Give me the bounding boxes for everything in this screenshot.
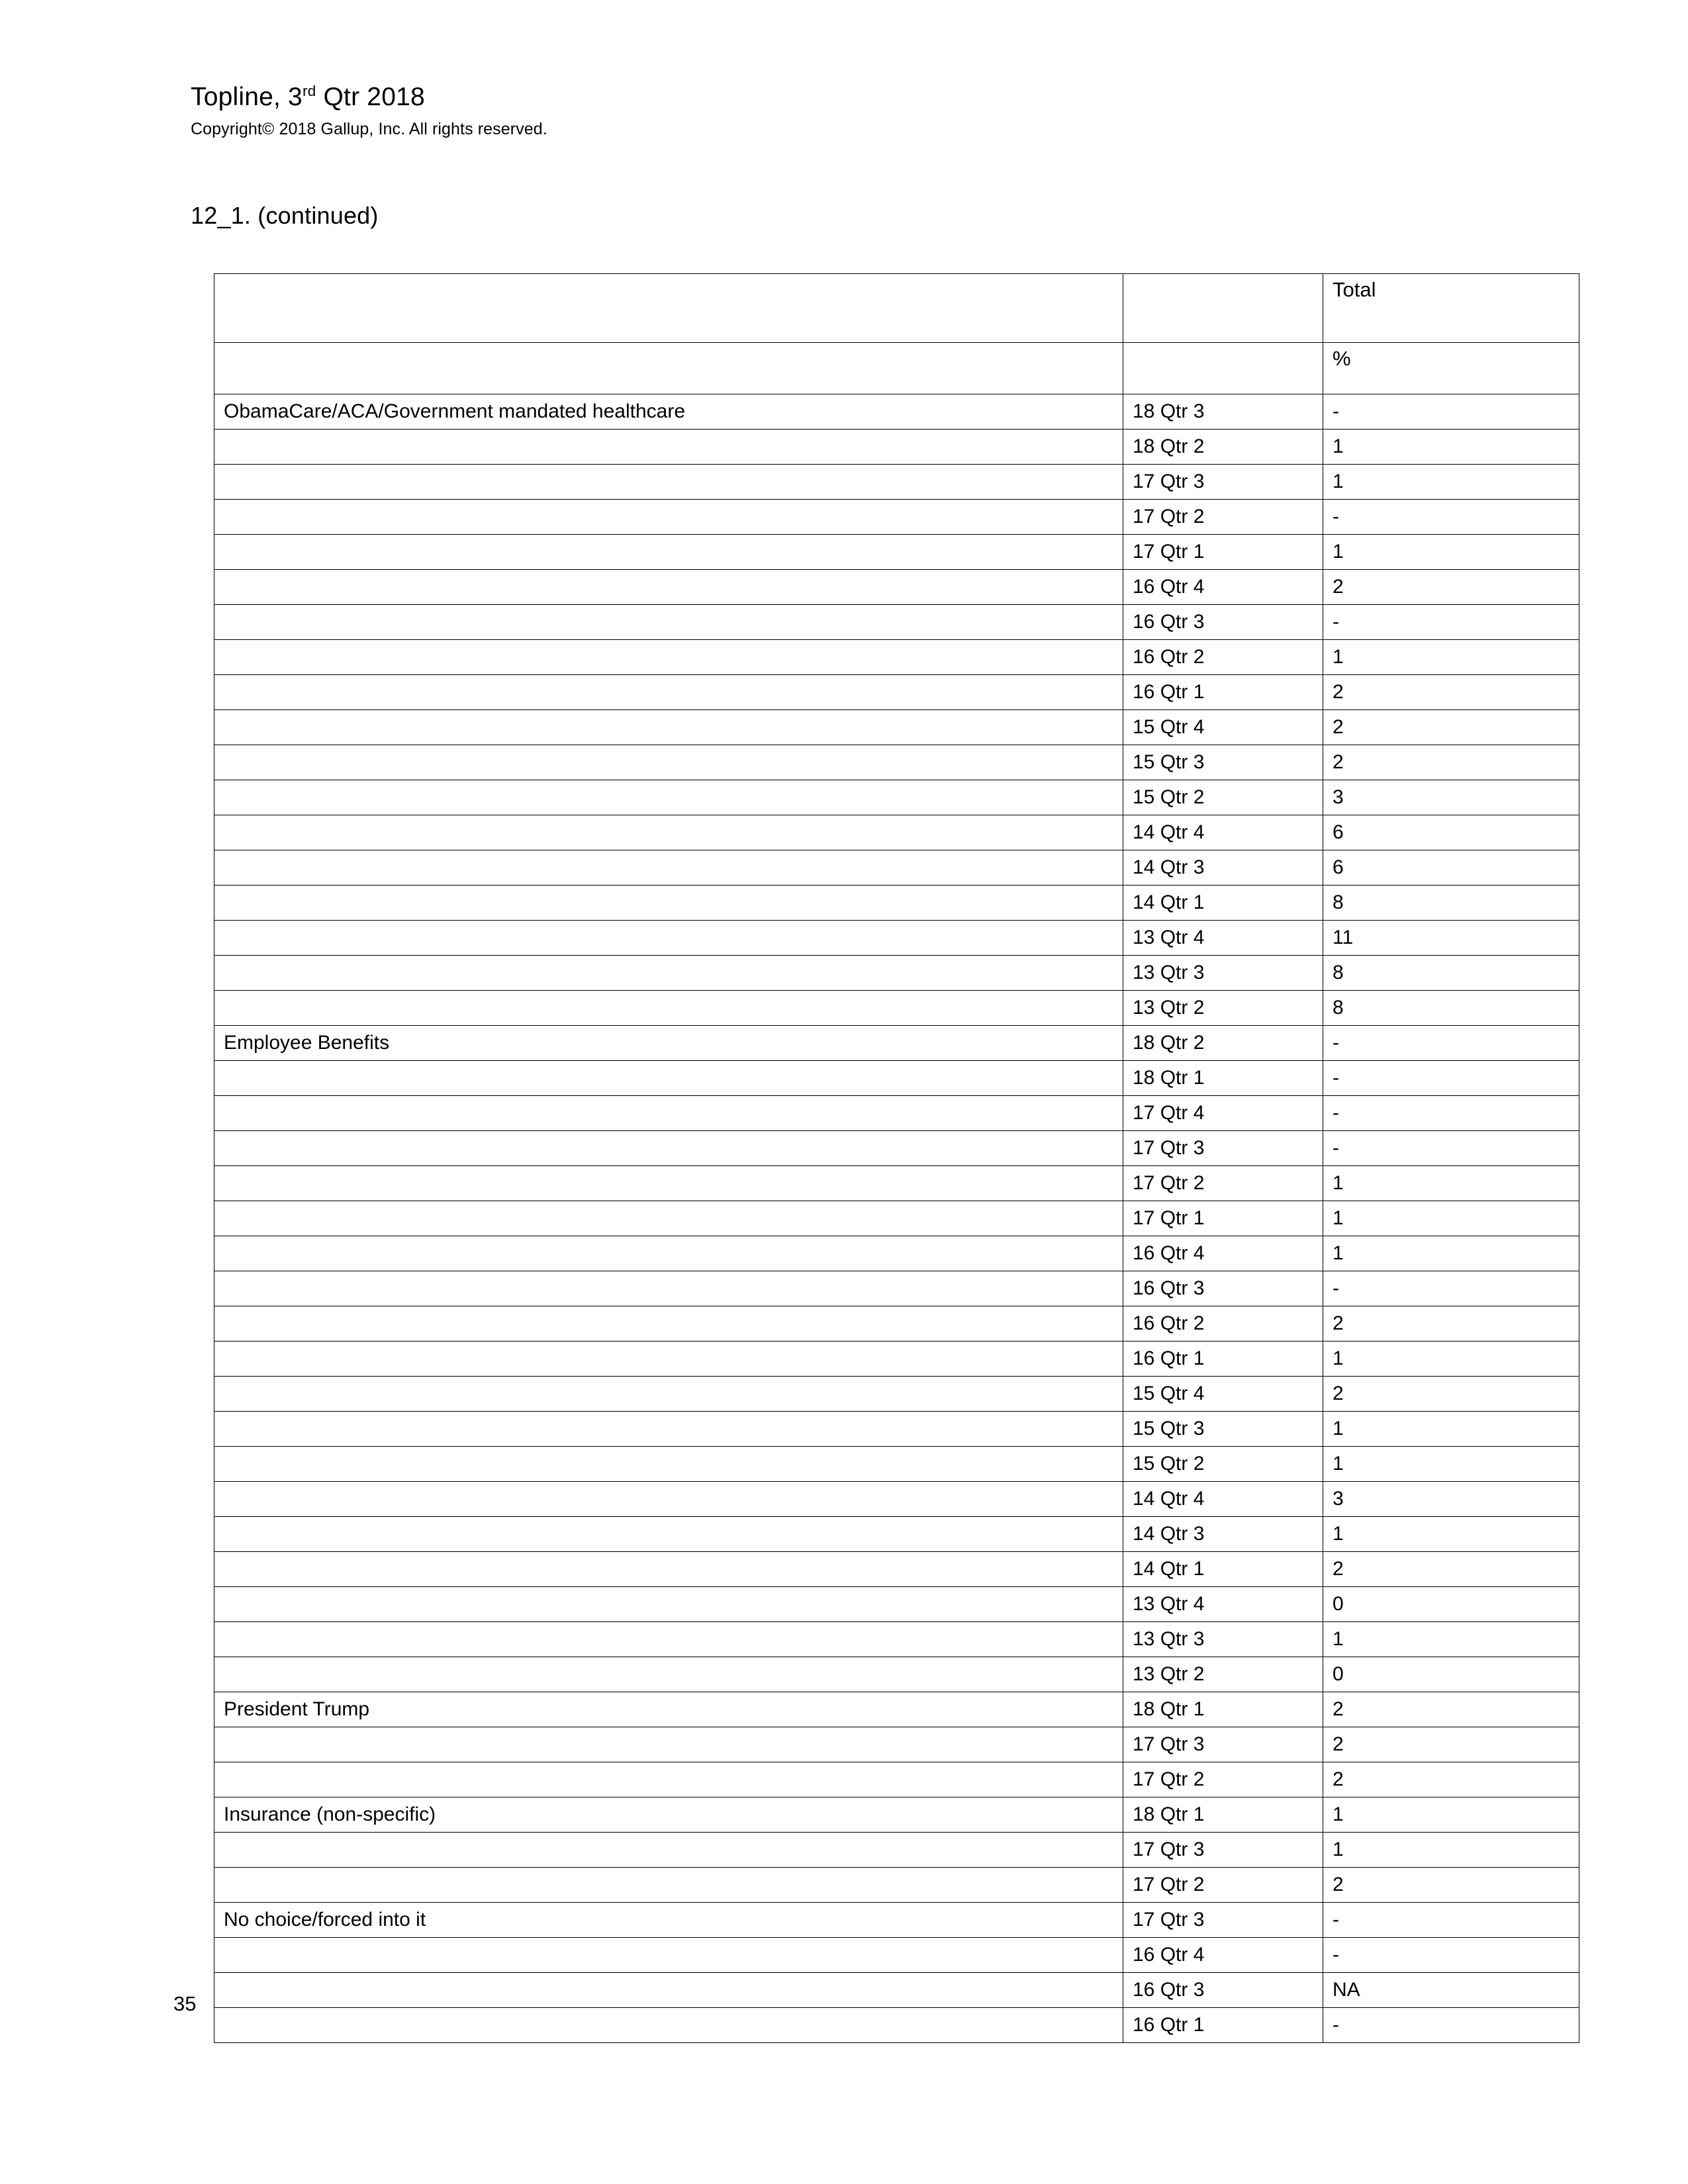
table-row: [214, 1412, 1579, 1447]
row-quarter-cell: 14 Qtr 4: [1123, 815, 1323, 850]
row-quarter-cell: 16 Qtr 4: [1123, 570, 1323, 605]
table-subheader-row: [214, 343, 1579, 394]
row-label-cell: [214, 815, 1123, 850]
row-label-cell: [214, 780, 1123, 815]
row-quarter-cell: 14 Qtr 3: [1123, 1517, 1323, 1552]
row-quarter-cell: 13 Qtr 4: [1123, 1587, 1323, 1622]
row-label-cell: [214, 1973, 1123, 2008]
row-quarter-cell: 16 Qtr 4: [1123, 1236, 1323, 1271]
row-label-cell: [214, 1482, 1123, 1517]
row-value-cell: -: [1323, 605, 1579, 640]
row-value-cell: 2: [1323, 1762, 1579, 1797]
row-value-cell: 0: [1323, 1657, 1579, 1692]
row-label-cell: [214, 1552, 1123, 1587]
table-row: [214, 500, 1579, 535]
row-quarter-cell: 15 Qtr 2: [1123, 1447, 1323, 1482]
row-value-cell: 1: [1323, 1797, 1579, 1833]
row-label-cell: Insurance (non-specific): [214, 1797, 1123, 1833]
row-label-cell: [214, 1412, 1123, 1447]
table-row: [214, 1236, 1579, 1271]
row-label-cell: [214, 1061, 1123, 1096]
table-row: [214, 1727, 1579, 1762]
row-quarter-cell: 15 Qtr 4: [1123, 1377, 1323, 1412]
row-value-cell: -: [1323, 1271, 1579, 1306]
row-label-cell: No choice/forced into it: [214, 1903, 1123, 1938]
table-row: [214, 1692, 1579, 1727]
row-value-cell: 1: [1323, 1342, 1579, 1377]
table-row: [214, 956, 1579, 991]
subheader-cell-blank-quarter: [1123, 343, 1323, 394]
row-quarter-cell: 14 Qtr 3: [1123, 850, 1323, 886]
row-label-cell: ObamaCare/ACA/Government mandated healthcare: [214, 394, 1123, 430]
table-row: [214, 394, 1579, 430]
table-row: [214, 605, 1579, 640]
row-label-cell: [214, 640, 1123, 675]
table-row: [214, 1201, 1579, 1236]
row-label-cell: Employee Benefits: [214, 1026, 1123, 1061]
subheader-cell-percent: %: [1323, 343, 1579, 394]
table-row: [214, 2008, 1579, 2043]
table-row: [214, 1342, 1579, 1377]
table-row: [214, 1306, 1579, 1342]
row-value-cell: 6: [1323, 815, 1579, 850]
row-quarter-cell: 15 Qtr 3: [1123, 1412, 1323, 1447]
row-label-cell: [214, 570, 1123, 605]
row-quarter-cell: 17 Qtr 1: [1123, 1201, 1323, 1236]
table-row: [214, 1797, 1579, 1833]
document-header: [191, 83, 547, 139]
row-quarter-cell: 14 Qtr 1: [1123, 1552, 1323, 1587]
row-quarter-cell: 17 Qtr 2: [1123, 1762, 1323, 1797]
row-label-cell: [214, 1201, 1123, 1236]
row-label-cell: [214, 1096, 1123, 1131]
row-label-cell: [214, 1833, 1123, 1868]
row-value-cell: 1: [1323, 430, 1579, 465]
table-row: [214, 1517, 1579, 1552]
table-row: [214, 640, 1579, 675]
row-label-cell: [214, 1657, 1123, 1692]
row-quarter-cell: 14 Qtr 1: [1123, 886, 1323, 921]
row-quarter-cell: 16 Qtr 3: [1123, 1271, 1323, 1306]
row-quarter-cell: 18 Qtr 1: [1123, 1692, 1323, 1727]
row-value-cell: 0: [1323, 1587, 1579, 1622]
row-label-cell: [214, 1622, 1123, 1657]
row-label-cell: [214, 1762, 1123, 1797]
row-label-cell: [214, 1166, 1123, 1201]
row-label-cell: [214, 1306, 1123, 1342]
row-quarter-cell: 18 Qtr 1: [1123, 1797, 1323, 1833]
row-label-cell: [214, 745, 1123, 780]
row-quarter-cell: 17 Qtr 2: [1123, 1166, 1323, 1201]
table-row: [214, 1833, 1579, 1868]
row-quarter-cell: 16 Qtr 3: [1123, 605, 1323, 640]
row-value-cell: 2: [1323, 1692, 1579, 1727]
row-value-cell: 1: [1323, 640, 1579, 675]
page-number: 35: [173, 1992, 197, 2015]
row-value-cell: 1: [1323, 535, 1579, 570]
row-label-cell: [214, 1587, 1123, 1622]
row-value-cell: 2: [1323, 710, 1579, 745]
row-label-cell: [214, 886, 1123, 921]
table-row: [214, 1447, 1579, 1482]
row-label-cell: [214, 430, 1123, 465]
table-row: [214, 1166, 1579, 1201]
row-label-cell: [214, 1236, 1123, 1271]
table-row: [214, 815, 1579, 850]
section-heading: 12_1. (continued): [191, 202, 379, 229]
row-value-cell: -: [1323, 394, 1579, 430]
row-quarter-cell: 17 Qtr 1: [1123, 535, 1323, 570]
row-quarter-cell: 17 Qtr 3: [1123, 1833, 1323, 1868]
row-value-cell: 1: [1323, 1412, 1579, 1447]
row-quarter-cell: 17 Qtr 4: [1123, 1096, 1323, 1131]
topline-data-table: [214, 273, 1579, 2043]
row-quarter-cell: 13 Qtr 3: [1123, 1622, 1323, 1657]
table-header-row: [214, 274, 1579, 343]
row-quarter-cell: 13 Qtr 2: [1123, 991, 1323, 1026]
table-row: [214, 780, 1579, 815]
copyright-notice: Copyright© 2018 Gallup, Inc. All rights reserved.: [191, 119, 547, 138]
row-quarter-cell: 17 Qtr 2: [1123, 1868, 1323, 1903]
row-label-cell: [214, 500, 1123, 535]
table-body: [214, 274, 1579, 2043]
row-quarter-cell: 13 Qtr 2: [1123, 1657, 1323, 1692]
row-value-cell: -: [1323, 1061, 1579, 1096]
table-row: [214, 745, 1579, 780]
row-quarter-cell: 17 Qtr 3: [1123, 1903, 1323, 1938]
header-cell-total: Total: [1323, 274, 1579, 343]
row-quarter-cell: 16 Qtr 3: [1123, 1973, 1323, 2008]
table-row: [214, 1026, 1579, 1061]
row-label-cell: [214, 1868, 1123, 1903]
row-value-cell: 1: [1323, 465, 1579, 500]
table-row: [214, 1096, 1579, 1131]
document-title-tail: Qtr 2018: [316, 83, 425, 111]
table-row: [214, 1657, 1579, 1692]
row-value-cell: 3: [1323, 1482, 1579, 1517]
row-value-cell: 2: [1323, 570, 1579, 605]
row-label-cell: [214, 1271, 1123, 1306]
row-value-cell: -: [1323, 1938, 1579, 1973]
row-value-cell: -: [1323, 1903, 1579, 1938]
document-title-main: Topline, 3: [191, 83, 303, 111]
table-row: [214, 1587, 1579, 1622]
row-label-cell: [214, 465, 1123, 500]
row-value-cell: 2: [1323, 675, 1579, 710]
row-quarter-cell: 17 Qtr 3: [1123, 1727, 1323, 1762]
row-value-cell: -: [1323, 500, 1579, 535]
table-row: [214, 1622, 1579, 1657]
row-value-cell: 1: [1323, 1833, 1579, 1868]
row-value-cell: 1: [1323, 1622, 1579, 1657]
row-label-cell: [214, 991, 1123, 1026]
row-value-cell: 2: [1323, 745, 1579, 780]
row-value-cell: 8: [1323, 886, 1579, 921]
row-label-cell: [214, 1447, 1123, 1482]
row-quarter-cell: 15 Qtr 4: [1123, 710, 1323, 745]
table-row: [214, 1061, 1579, 1096]
row-value-cell: -: [1323, 1131, 1579, 1166]
table-row: [214, 535, 1579, 570]
table-row: [214, 1131, 1579, 1166]
row-value-cell: -: [1323, 1026, 1579, 1061]
row-value-cell: 1: [1323, 1166, 1579, 1201]
row-quarter-cell: 16 Qtr 1: [1123, 675, 1323, 710]
header-cell-blank-label: [214, 274, 1123, 343]
row-quarter-cell: 14 Qtr 4: [1123, 1482, 1323, 1517]
row-quarter-cell: 17 Qtr 3: [1123, 1131, 1323, 1166]
row-value-cell: -: [1323, 1096, 1579, 1131]
table-row: [214, 1868, 1579, 1903]
row-value-cell: 6: [1323, 850, 1579, 886]
row-value-cell: 1: [1323, 1447, 1579, 1482]
document-title: [191, 83, 547, 112]
row-quarter-cell: 13 Qtr 4: [1123, 921, 1323, 956]
row-label-cell: [214, 605, 1123, 640]
row-label-cell: [214, 535, 1123, 570]
row-value-cell: 3: [1323, 780, 1579, 815]
row-value-cell: 1: [1323, 1201, 1579, 1236]
row-value-cell: NA: [1323, 1973, 1579, 2008]
table-row: [214, 1762, 1579, 1797]
table-row: [214, 991, 1579, 1026]
header-cell-blank-quarter: [1123, 274, 1323, 343]
row-label-cell: [214, 1727, 1123, 1762]
row-label-cell: [214, 921, 1123, 956]
row-label-cell: [214, 1517, 1123, 1552]
table-row: [214, 850, 1579, 886]
row-quarter-cell: 18 Qtr 1: [1123, 1061, 1323, 1096]
row-label-cell: [214, 675, 1123, 710]
row-quarter-cell: 15 Qtr 3: [1123, 745, 1323, 780]
row-label-cell: [214, 710, 1123, 745]
row-value-cell: 1: [1323, 1236, 1579, 1271]
row-value-cell: 2: [1323, 1306, 1579, 1342]
row-quarter-cell: 16 Qtr 2: [1123, 640, 1323, 675]
row-quarter-cell: 18 Qtr 2: [1123, 430, 1323, 465]
table-row: [214, 1903, 1579, 1938]
document-title-ordinal-suffix: rd: [302, 83, 316, 99]
row-label-cell: [214, 1342, 1123, 1377]
row-quarter-cell: 15 Qtr 2: [1123, 780, 1323, 815]
table-row: [214, 921, 1579, 956]
row-quarter-cell: 18 Qtr 3: [1123, 394, 1323, 430]
row-label-cell: [214, 850, 1123, 886]
table-row: [214, 430, 1579, 465]
row-quarter-cell: 16 Qtr 4: [1123, 1938, 1323, 1973]
row-label-cell: President Trump: [214, 1692, 1123, 1727]
row-value-cell: -: [1323, 2008, 1579, 2043]
row-quarter-cell: 18 Qtr 2: [1123, 1026, 1323, 1061]
row-value-cell: 1: [1323, 1517, 1579, 1552]
table-row: [214, 1377, 1579, 1412]
table-row: [214, 1482, 1579, 1517]
row-label-cell: [214, 1377, 1123, 1412]
row-label-cell: [214, 1131, 1123, 1166]
row-value-cell: 8: [1323, 991, 1579, 1026]
row-quarter-cell: 16 Qtr 1: [1123, 2008, 1323, 2043]
row-value-cell: 8: [1323, 956, 1579, 991]
table-row: [214, 465, 1579, 500]
table-row: [214, 710, 1579, 745]
row-value-cell: 2: [1323, 1377, 1579, 1412]
table-row: [214, 1973, 1579, 2008]
row-quarter-cell: 13 Qtr 3: [1123, 956, 1323, 991]
row-quarter-cell: 17 Qtr 3: [1123, 465, 1323, 500]
row-value-cell: 2: [1323, 1868, 1579, 1903]
table-row: [214, 1552, 1579, 1587]
row-quarter-cell: 16 Qtr 1: [1123, 1342, 1323, 1377]
table-row: [214, 1271, 1579, 1306]
row-label-cell: [214, 956, 1123, 991]
row-quarter-cell: 17 Qtr 2: [1123, 500, 1323, 535]
table-row: [214, 570, 1579, 605]
table-row: [214, 675, 1579, 710]
table-row: [214, 1938, 1579, 1973]
row-value-cell: 11: [1323, 921, 1579, 956]
subheader-cell-blank-label: [214, 343, 1123, 394]
row-value-cell: 2: [1323, 1727, 1579, 1762]
row-label-cell: [214, 2008, 1123, 2043]
row-value-cell: 2: [1323, 1552, 1579, 1587]
table-row: [214, 886, 1579, 921]
row-quarter-cell: 16 Qtr 2: [1123, 1306, 1323, 1342]
row-label-cell: [214, 1938, 1123, 1973]
